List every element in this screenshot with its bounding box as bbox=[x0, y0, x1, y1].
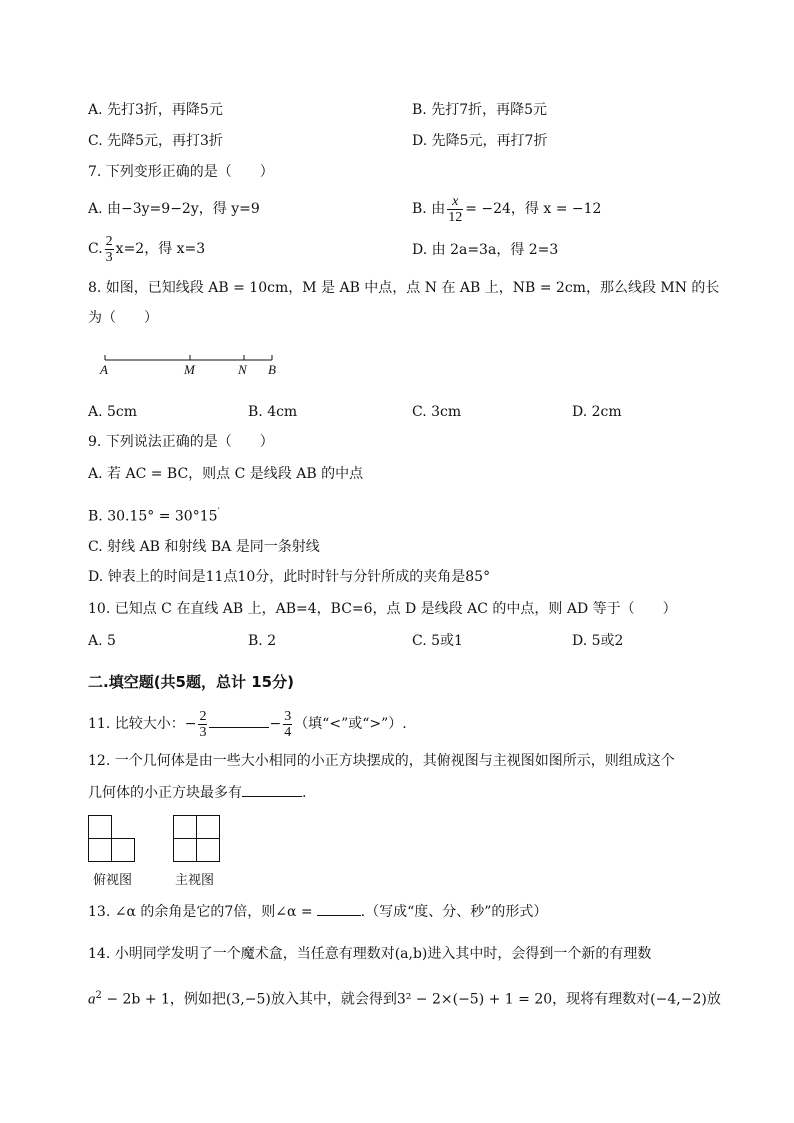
q14-var-a: a bbox=[88, 991, 96, 1008]
q7-option-c-denominator: 3 bbox=[105, 249, 113, 265]
point-label-n: N bbox=[238, 362, 247, 377]
section-heading: 二.填空题(共5题，总计 15分) bbox=[88, 673, 294, 691]
q6-option-a: A. 先打3折，再降5元 bbox=[88, 102, 223, 118]
q12-stem-end: . bbox=[302, 785, 307, 801]
q9-option-b bbox=[88, 504, 220, 526]
point-label-b: B bbox=[268, 362, 276, 377]
q7-option-c-suffix: x=2，得 x=3 bbox=[115, 241, 206, 257]
q11-answer-blank bbox=[209, 715, 269, 728]
q13-prefix: 13. ∠α 的余角是它的7倍，则∠α = bbox=[88, 904, 313, 920]
q10-option-d: D. 5或2 bbox=[572, 633, 624, 649]
q7-option-b bbox=[412, 192, 601, 226]
q7-option-b-prefix: B. 由 bbox=[412, 201, 446, 217]
q10-option-b: B. 2 bbox=[248, 633, 277, 649]
q7-option-b-denominator: 12 bbox=[448, 209, 463, 225]
q9-option-a: A. 若 AC = BC，则点 C 是线段 AB 的中点 bbox=[88, 466, 364, 482]
q11-minus: − bbox=[269, 716, 282, 732]
q11-stem bbox=[88, 706, 407, 742]
q6-option-d: D. 先降5元，再打7折 bbox=[412, 133, 548, 149]
q6-option-c: C. 先降5元，再打3折 bbox=[88, 133, 223, 149]
q14-line-2 bbox=[88, 987, 721, 1009]
top-view-caption: 俯视图 bbox=[93, 873, 133, 888]
q8-option-b: B. 4cm bbox=[248, 404, 298, 420]
q11-suffix: （填“<”或“>”）. bbox=[294, 716, 407, 732]
q9-option-b-text: B. 30.15° = 30°15 bbox=[88, 508, 218, 525]
q8-option-a: A. 5cm bbox=[88, 404, 138, 420]
q7-stem: 7. 下列变形正确的是（ ） bbox=[88, 164, 274, 180]
q11-fraction-1-denominator: 3 bbox=[199, 724, 207, 740]
q8-option-c: C. 3cm bbox=[412, 404, 462, 420]
q7-option-a: A. 由−3y=9−2y，得 y=9 bbox=[88, 201, 260, 217]
q8-option-d: D. 2cm bbox=[572, 404, 622, 420]
q9-option-d: D. 钟表上的时间是11点10分，此时时针与分针所成的夹角是85° bbox=[88, 569, 491, 585]
q7-option-b-fraction bbox=[447, 194, 463, 225]
q9-option-c: C. 射线 AB 和射线 BA 是同一条射线 bbox=[88, 539, 320, 555]
q11-fraction-2-numerator: 3 bbox=[284, 708, 292, 724]
q14-line-1: 14. 小明同学发明了一个魔术盒，当任意有理数对(a,b)进入其中时，会得到一个新的有理数 bbox=[88, 946, 652, 962]
q9-option-b-prime: ′ bbox=[217, 507, 220, 518]
q13-answer-blank bbox=[317, 903, 361, 916]
point-label-m: M bbox=[184, 362, 195, 377]
front-view-cell bbox=[173, 838, 197, 862]
q12-stem-line-1: 12. 一个几何体是由一些大小相同的小正方块摆成的，其俯视图与主视图如图所示，则组成这个 bbox=[88, 753, 675, 769]
front-view-cell bbox=[196, 838, 220, 862]
q7-option-c-fraction bbox=[105, 234, 114, 265]
q6-option-b: B. 先打7折，再降5元 bbox=[412, 102, 548, 118]
front-view-cell bbox=[173, 815, 197, 839]
q7-option-c-prefix: C. bbox=[88, 241, 103, 257]
q10-stem: 10. 已知点 C 在直线 AB 上，AB=4，BC=6，点 D 是线段 AC 的中点，则 AD 等于（ ） bbox=[88, 601, 677, 617]
q12-answer-blank bbox=[242, 784, 302, 797]
q7-option-c-numerator: 2 bbox=[105, 233, 113, 249]
q11-fraction-2 bbox=[283, 709, 292, 740]
q8-stem-line-2: 为（ ） bbox=[88, 310, 158, 326]
top-view-cell bbox=[88, 815, 112, 839]
q7-option-d: D. 由 2a=3a，得 2=3 bbox=[412, 242, 559, 258]
front-view-cell bbox=[196, 815, 220, 839]
q14-line-2-text: − 2b + 1，例如把(3,−5)放入其中，就会得到3² − 2×(−5) + 1 = 20，现将有理数对(−4,−2)放 bbox=[101, 991, 721, 1008]
q11-prefix: 11. 比较大小：− bbox=[88, 716, 197, 732]
q10-option-a: A. 5 bbox=[88, 633, 116, 649]
q14-exponent: 2 bbox=[95, 990, 102, 1001]
q7-option-b-suffix: = −24，得 x = −12 bbox=[465, 201, 602, 217]
q11-fraction-1-numerator: 2 bbox=[199, 708, 207, 724]
q8-stem-line-1: 8. 如图，已知线段 AB = 10cm，M 是 AB 中点，点 N 在 AB 上，NB = 2cm，那么线段 MN 的长 bbox=[88, 280, 720, 296]
q11-fraction-1 bbox=[198, 709, 207, 740]
q13-stem bbox=[88, 903, 547, 921]
q7-option-b-numerator: x bbox=[447, 194, 463, 210]
top-view-cell bbox=[111, 838, 135, 862]
q12-stem-text: 几何体的小正方块最多有 bbox=[88, 785, 242, 801]
q7-option-c bbox=[88, 232, 205, 266]
front-view-caption: 主视图 bbox=[175, 873, 215, 888]
q9-stem: 9. 下列说法正确的是（ ） bbox=[88, 434, 274, 450]
q12-stem-line-2 bbox=[88, 784, 306, 802]
q13-suffix: .（写成“度、分、秒”的形式） bbox=[360, 904, 548, 920]
q10-option-c: C. 5或1 bbox=[412, 633, 463, 649]
q11-fraction-2-denominator: 4 bbox=[284, 724, 292, 740]
point-label-a: A bbox=[100, 362, 108, 377]
top-view-cell bbox=[88, 838, 112, 862]
